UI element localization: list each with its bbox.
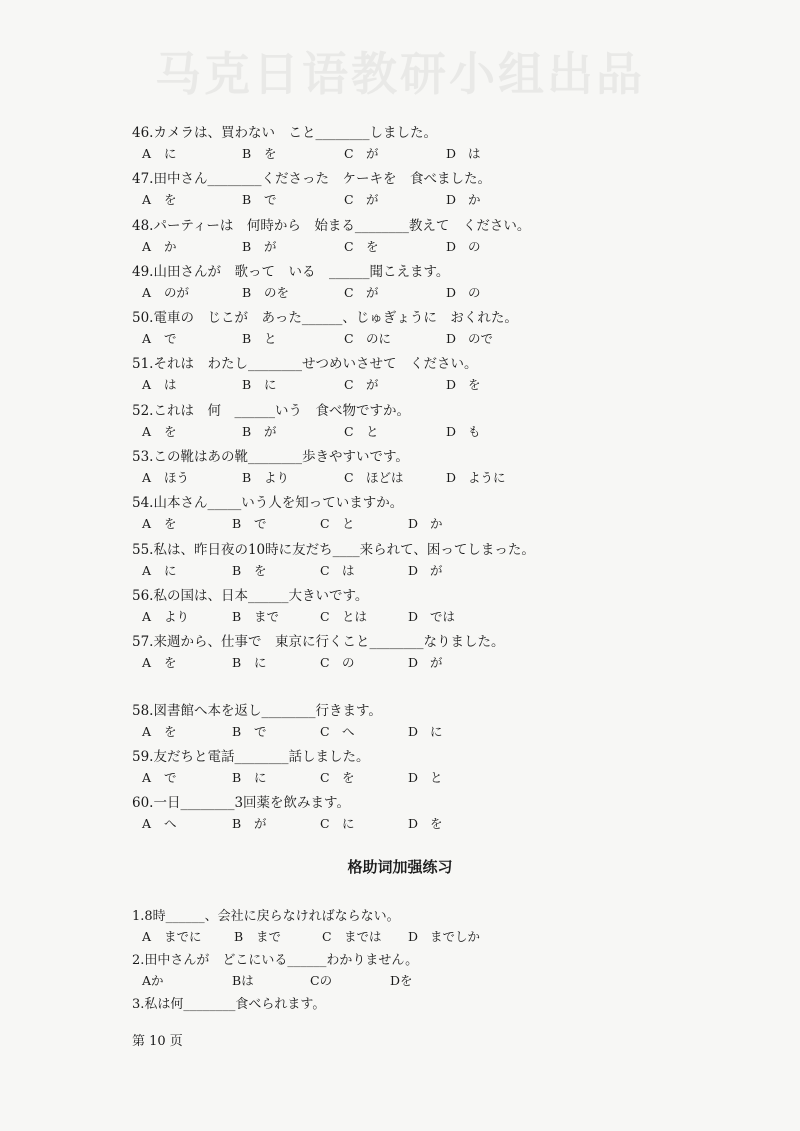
spacer (132, 674, 732, 696)
option-d: D までしか (408, 929, 481, 944)
option-b: Bは (232, 973, 254, 988)
section-question-1-options (132, 925, 732, 947)
question-56 (132, 581, 732, 627)
question-text: 52.これは 何 ______いう 食べ物ですか。 (132, 402, 410, 419)
question-47 (132, 164, 732, 210)
question-55 (132, 535, 732, 581)
option-a: A のが (142, 284, 190, 300)
option-b: B が (242, 423, 277, 439)
option-b: B を (242, 146, 277, 161)
section-question-1 (132, 903, 732, 925)
option-d: D ように (446, 470, 506, 486)
option-a: Aか (142, 973, 164, 988)
option-a: A を (142, 516, 177, 532)
option-c: C が (344, 146, 379, 161)
option-b: B で (242, 192, 277, 208)
question-51 (132, 349, 732, 395)
option-d: D も (446, 423, 481, 439)
question-54 (132, 488, 732, 534)
option-c: C と (344, 423, 379, 439)
option-a: A を (142, 423, 177, 439)
question-text: 60.一日________3回薬を飲みます。 (132, 795, 350, 812)
option-d: D が (408, 655, 443, 671)
watermark: 马克日语教研小组出品 (155, 47, 645, 101)
option-c: C へ (320, 723, 355, 739)
option-a: A ほう (142, 470, 190, 486)
option-a: A を (142, 723, 177, 739)
option-c: C が (344, 377, 379, 393)
option-d: D では (408, 608, 456, 624)
option-d: D を (408, 816, 443, 832)
option-a: A は (142, 377, 177, 393)
option-a: A を (142, 655, 177, 671)
question-text: 48.パーティーは 何時から 始まる________教えて ください。 (132, 217, 531, 234)
section-question-2-options (132, 969, 732, 991)
option-b: B で (232, 516, 267, 532)
question-59 (132, 742, 732, 788)
question-text: 49.山田さんが 歌って いる ______聞こえます。 (132, 263, 450, 280)
option-c: C の (320, 655, 355, 671)
option-a: A に (142, 562, 177, 578)
question-text: 53.この靴はあの靴________歩きやすいです。 (132, 449, 409, 466)
option-a: A か (142, 238, 177, 254)
option-d: D の (446, 284, 481, 300)
option-a: A へ (142, 816, 177, 832)
option-b: B まで (232, 608, 280, 624)
option-b: B と (242, 331, 277, 347)
question-48 (132, 211, 732, 257)
option-d: D が (408, 562, 443, 578)
question-53 (132, 442, 732, 488)
question-49 (132, 257, 732, 303)
option-b: B に (242, 377, 277, 393)
question-text: 50.電車の じこが あった______、じゅぎょうに おくれた。 (132, 310, 518, 327)
question-text: 51.それは わたし________せつめいさせて ください。 (132, 356, 478, 373)
option-b: B で (232, 723, 267, 739)
option-d: D と (408, 769, 443, 785)
option-b: B が (242, 238, 277, 254)
option-a: A に (142, 146, 177, 161)
option-c: C を (320, 769, 355, 785)
option-a: A までに (142, 929, 202, 944)
section-question-3 (132, 991, 732, 1013)
option-d: Dを (390, 973, 413, 988)
question-text: 1.8時______、会社に戻らなければならない。 (132, 909, 400, 924)
question-text: 54.山本さん_____いう人を知っていますか。 (132, 495, 404, 512)
option-b: B に (232, 655, 267, 671)
option-b: B より (242, 470, 290, 486)
option-b: B まで (234, 929, 282, 944)
option-c: C が (344, 284, 379, 300)
option-d: D を (446, 377, 481, 393)
page-number: 第 10 页 (132, 1034, 183, 1049)
option-b: B を (232, 562, 267, 578)
option-d: D に (408, 723, 443, 739)
question-list (132, 118, 732, 834)
option-c: C までは (322, 929, 382, 944)
option-b: B のを (242, 284, 290, 300)
option-d: D の (446, 238, 481, 254)
question-text: 3.私は何________食べられます。 (132, 997, 326, 1012)
option-d: D か (446, 192, 481, 208)
question-text: 56.私の国は、日本______大きいです。 (132, 587, 369, 604)
section-question-list (132, 903, 732, 1013)
question-text: 57.来週から、仕事で 東京に行くこと________なりました。 (132, 634, 505, 651)
option-c: C ほどは (344, 470, 404, 486)
option-c: Cの (310, 973, 333, 988)
option-a: A で (142, 331, 177, 347)
option-c: C のに (344, 331, 392, 347)
question-text: 47.田中さん________くださった ケーキを 食べました。 (132, 171, 491, 188)
option-c: C が (344, 192, 379, 208)
option-c: C を (344, 238, 379, 254)
question-52 (132, 396, 732, 442)
option-a: A を (142, 192, 177, 208)
question-60 (132, 788, 732, 834)
question-46 (132, 118, 732, 164)
option-c: C は (320, 562, 355, 578)
question-text: 46.カメラは、買わない こと________しました。 (132, 125, 437, 141)
question-text: 59.友だちと電話________話しました。 (132, 748, 370, 765)
section-title: 格助词加强练习 (347, 858, 453, 876)
question-57 (132, 627, 732, 673)
question-58 (132, 696, 732, 742)
question-text: 55.私は、昨日夜の10時に友だち____来られて、困ってしまった。 (132, 541, 535, 558)
question-text: 2.田中さんが どこにいる______わかりません。 (132, 953, 419, 968)
section-question-2 (132, 947, 732, 969)
option-b: B が (232, 816, 267, 832)
option-d: D か (408, 516, 443, 532)
question-50 (132, 303, 732, 349)
option-d: D は (446, 146, 481, 161)
option-a: A より (142, 608, 190, 624)
option-c: C とは (320, 608, 368, 624)
option-c: C と (320, 516, 355, 532)
question-text: 58.図書館へ本を返し________行きます。 (132, 702, 382, 719)
option-d: D ので (446, 331, 494, 347)
option-a: A で (142, 769, 177, 785)
option-b: B に (232, 769, 267, 785)
option-c: C に (320, 816, 355, 832)
